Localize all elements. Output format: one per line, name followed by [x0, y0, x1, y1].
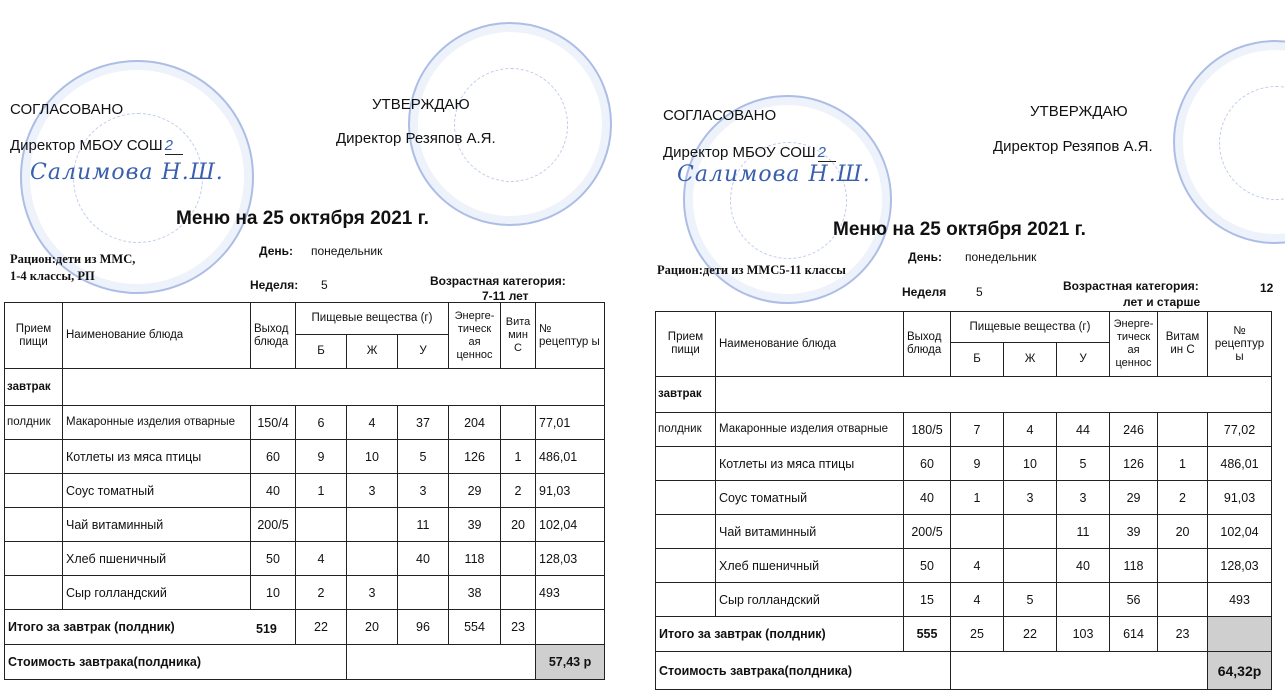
empty-cell: [5, 474, 63, 508]
dish-name: Котлеты из мяса птицы: [63, 440, 251, 474]
proteins: 1: [296, 474, 347, 508]
round-seal-stamp: [1173, 40, 1285, 244]
empty-cell: [63, 369, 605, 406]
dish-name: Котлеты из мяса птицы: [716, 447, 904, 481]
vitamin-c: [1158, 583, 1208, 617]
recipe-no: 128,03: [1208, 549, 1272, 583]
header-nutrients: Пищевые вещества (г): [296, 303, 449, 335]
header-vitamin-c: Витам ин С: [1158, 312, 1208, 377]
table-row: [656, 515, 1272, 549]
dish-name: Сыр голландский: [63, 576, 251, 610]
total-recipe: [1208, 617, 1272, 652]
carbs: [1057, 583, 1110, 617]
cost-label: Стоимость завтрака(полдника): [656, 652, 951, 690]
carbs: 11: [398, 508, 449, 542]
recipe-no: 102,04: [536, 508, 605, 542]
energy: 56: [1110, 583, 1158, 617]
carbs: 3: [398, 474, 449, 508]
cost-row: [656, 652, 1272, 690]
dish-name: Чай витаминный: [63, 508, 251, 542]
recipe-no: 493: [536, 576, 605, 610]
yield: 60: [904, 447, 951, 481]
age-category-label: Возрастная категория:: [1063, 279, 1199, 293]
table-row: [656, 447, 1272, 481]
carbs: 40: [398, 542, 449, 576]
ration-line-1: Рацион:дети из ММС,: [10, 252, 136, 266]
table-row: [656, 413, 1272, 447]
fats: 4: [1004, 413, 1057, 447]
yield: 50: [251, 542, 296, 576]
page-title: Меню на 25 октября 2021 г.: [176, 208, 429, 229]
carbs: 40: [1057, 549, 1110, 583]
meal-snack: полдник: [656, 413, 716, 447]
menu-table: [655, 311, 1272, 690]
dish-name: Сыр голландский: [716, 583, 904, 617]
meal-snack: полдник: [5, 406, 63, 440]
director-school-label: [10, 137, 183, 155]
proteins: 6: [296, 406, 347, 440]
dish-name: Хлеб пшеничный: [63, 542, 251, 576]
recipe-no: 102,04: [1208, 515, 1272, 549]
age-category-number: 12: [1260, 281, 1274, 295]
header-recipe: № рецептур ы: [1208, 312, 1272, 377]
total-vitamin-c: 23: [501, 610, 536, 645]
empty-cell: [5, 576, 63, 610]
energy: 38: [449, 576, 501, 610]
vitamin-c: [1158, 413, 1208, 447]
director-school-text: Директор МБОУ СОШ: [663, 144, 816, 161]
fats: [1004, 549, 1057, 583]
director-name: Директор Резяпов А.Я.: [336, 130, 496, 147]
director-school-label: [663, 144, 836, 162]
total-yield: 555: [904, 617, 951, 652]
vitamin-c: [501, 576, 536, 610]
total-recipe: [536, 610, 605, 645]
yield: 200/5: [904, 515, 951, 549]
age-category-label: Возрастная категория:: [430, 274, 566, 288]
dish-name: Чай витаминный: [716, 515, 904, 549]
menu-table: [4, 302, 605, 680]
age-category-value: 7-11 лет: [482, 289, 529, 303]
week-label: Неделя: [902, 285, 947, 299]
header-meal: Прием пищи: [5, 303, 63, 369]
total-energy: 554: [449, 610, 501, 645]
week-value: 5: [976, 285, 983, 299]
yield: 15: [904, 583, 951, 617]
energy: 29: [449, 474, 501, 508]
table-row: [656, 481, 1272, 515]
proteins: 1: [951, 481, 1004, 515]
recipe-no: 493: [1208, 583, 1272, 617]
yield: 200/5: [251, 508, 296, 542]
cost-value: 57,43 р: [536, 645, 605, 680]
vitamin-c: 2: [501, 474, 536, 508]
empty-cell: [656, 447, 716, 481]
recipe-no: 128,03: [536, 542, 605, 576]
cost-row: [5, 645, 605, 680]
table-row: [5, 542, 605, 576]
energy: 29: [1110, 481, 1158, 515]
total-label: Итого за завтрак (полдник): [656, 617, 904, 652]
table-row: [5, 440, 605, 474]
proteins: 4: [951, 583, 1004, 617]
dish-name: Макаронные изделия отварные: [716, 413, 904, 447]
yield: 60: [251, 440, 296, 474]
recipe-no: 77,01: [536, 406, 605, 440]
proteins: 9: [951, 447, 1004, 481]
menu-sheet-right: [643, 0, 1285, 697]
energy: 204: [449, 406, 501, 440]
energy: 118: [449, 542, 501, 576]
empty-cell: [5, 440, 63, 474]
fats: 4: [347, 406, 398, 440]
yield: 40: [251, 474, 296, 508]
yield: 10: [251, 576, 296, 610]
proteins: [296, 508, 347, 542]
round-seal-stamp: [408, 22, 612, 226]
total-proteins: 22: [296, 610, 347, 645]
total-row: [5, 610, 605, 645]
fats: [347, 508, 398, 542]
director-school-text: Директор МБОУ СОШ: [10, 137, 163, 154]
day-label: День:: [259, 244, 293, 258]
day-label: День:: [908, 250, 942, 264]
empty-cell: [347, 645, 536, 680]
fats: 10: [1004, 447, 1057, 481]
table-row: [5, 508, 605, 542]
recipe-no: 77,02: [1208, 413, 1272, 447]
header-energy: Энерге-тическ ая ценнос: [449, 303, 501, 369]
fats: 5: [1004, 583, 1057, 617]
table-row: [5, 576, 605, 610]
total-fats: 20: [347, 610, 398, 645]
cost-label: Стоимость завтрака(полдника): [5, 645, 347, 680]
yield: 50: [904, 549, 951, 583]
ration-line-2: 1-4 классы, РП: [10, 269, 95, 283]
total-energy: 614: [1110, 617, 1158, 652]
school-number: 2: [818, 144, 836, 162]
vitamin-c: 1: [1158, 447, 1208, 481]
week-value: 5: [321, 278, 328, 292]
fats: [1004, 515, 1057, 549]
proteins: [951, 515, 1004, 549]
empty-cell: [656, 515, 716, 549]
proteins: 4: [951, 549, 1004, 583]
dish-name: Соус томатный: [63, 474, 251, 508]
header-carbs: У: [1057, 343, 1110, 377]
recipe-no: 91,03: [1208, 481, 1272, 515]
week-label: Неделя:: [250, 278, 299, 292]
total-fats: 22: [1004, 617, 1057, 652]
empty-cell: [951, 652, 1208, 690]
recipe-no: 91,03: [536, 474, 605, 508]
vitamin-c: 20: [501, 508, 536, 542]
header-fats: Ж: [1004, 343, 1057, 377]
approve-label: УТВЕРЖДАЮ: [1030, 103, 1128, 120]
recipe-no: 486,01: [1208, 447, 1272, 481]
energy: 118: [1110, 549, 1158, 583]
carbs: 37: [398, 406, 449, 440]
dish-name: Соус томатный: [716, 481, 904, 515]
empty-cell: [656, 481, 716, 515]
energy: 126: [449, 440, 501, 474]
school-number: 2: [165, 137, 183, 155]
fats: 10: [347, 440, 398, 474]
fats: 3: [347, 576, 398, 610]
energy: 126: [1110, 447, 1158, 481]
empty-cell: [5, 508, 63, 542]
total-vitamin-c: 23: [1158, 617, 1208, 652]
vitamin-c: 20: [1158, 515, 1208, 549]
header-proteins: Б: [296, 335, 347, 369]
header-carbs: У: [398, 335, 449, 369]
proteins: 4: [296, 542, 347, 576]
header-yield: Выход блюда: [251, 303, 296, 369]
day-value: понедельник: [311, 244, 383, 258]
table-row: [656, 549, 1272, 583]
table-row: [5, 406, 605, 440]
energy: 39: [449, 508, 501, 542]
cost-value: 64,32р: [1208, 652, 1272, 690]
total-proteins: 25: [951, 617, 1004, 652]
age-category-value: лет и старше: [1123, 295, 1201, 309]
carbs: 11: [1057, 515, 1110, 549]
vitamin-c: 1: [501, 440, 536, 474]
table-row: [656, 583, 1272, 617]
energy: 39: [1110, 515, 1158, 549]
header-recipe: № рецептур ы: [536, 303, 605, 369]
header-yield: Выход блюда: [904, 312, 951, 377]
ration-label: Рацион:дети из ММС5-11 классы: [657, 263, 846, 277]
header-dish: Наименование блюда: [63, 303, 251, 369]
carbs: 3: [1057, 481, 1110, 515]
empty-cell: [716, 377, 1272, 413]
approve-label: УТВЕРЖДАЮ: [372, 96, 470, 113]
day-value: понедельник: [965, 250, 1037, 264]
yield: 40: [904, 481, 951, 515]
energy: 246: [1110, 413, 1158, 447]
header-vitamin-c: Вита мин С: [501, 303, 536, 369]
dish-name: Макаронные изделия отварные: [63, 406, 251, 440]
ration-label: [10, 251, 135, 285]
vitamin-c: 2: [1158, 481, 1208, 515]
total-yield: 519: [256, 622, 277, 636]
page-title: Меню на 25 октября 2021 г.: [833, 219, 1086, 240]
header-energy: Энерге-тическ ая ценнос: [1110, 312, 1158, 377]
total-row: [656, 617, 1272, 652]
menu-sheet-left: [0, 0, 642, 697]
vitamin-c: [501, 542, 536, 576]
proteins: 2: [296, 576, 347, 610]
empty-cell: [5, 542, 63, 576]
director-name: Директор Резяпов А.Я.: [993, 138, 1153, 155]
yield: 150/4: [251, 406, 296, 440]
fats: [347, 542, 398, 576]
agreed-label: СОГЛАСОВАНО: [10, 101, 124, 118]
carbs: 44: [1057, 413, 1110, 447]
vitamin-c: [1158, 549, 1208, 583]
vitamin-c: [501, 406, 536, 440]
fats: 3: [347, 474, 398, 508]
carbs: 5: [1057, 447, 1110, 481]
signature: Салимова Н.Ш.: [677, 162, 871, 187]
agreed-label: СОГЛАСОВАНО: [663, 107, 777, 124]
header-meal: Прием пищи: [656, 312, 716, 377]
empty-cell: [656, 583, 716, 617]
signature: Салимова Н.Ш.: [30, 160, 224, 185]
total-label-text: Итого за завтрак (полдник): [8, 620, 175, 634]
dish-name: Хлеб пшеничный: [716, 549, 904, 583]
carbs: [398, 576, 449, 610]
total-carbs: 96: [398, 610, 449, 645]
proteins: 7: [951, 413, 1004, 447]
fats: 3: [1004, 481, 1057, 515]
header-dish: Наименование блюда: [716, 312, 904, 377]
proteins: 9: [296, 440, 347, 474]
carbs: 5: [398, 440, 449, 474]
meal-breakfast: завтрак: [656, 377, 716, 413]
header-proteins: Б: [951, 343, 1004, 377]
total-carbs: 103: [1057, 617, 1110, 652]
table-row: [5, 474, 605, 508]
total-label: [5, 610, 296, 645]
meal-breakfast: завтрак: [5, 369, 63, 406]
header-nutrients: Пищевые вещества (г): [951, 312, 1110, 343]
empty-cell: [656, 549, 716, 583]
yield: 180/5: [904, 413, 951, 447]
recipe-no: 486,01: [536, 440, 605, 474]
header-fats: Ж: [347, 335, 398, 369]
